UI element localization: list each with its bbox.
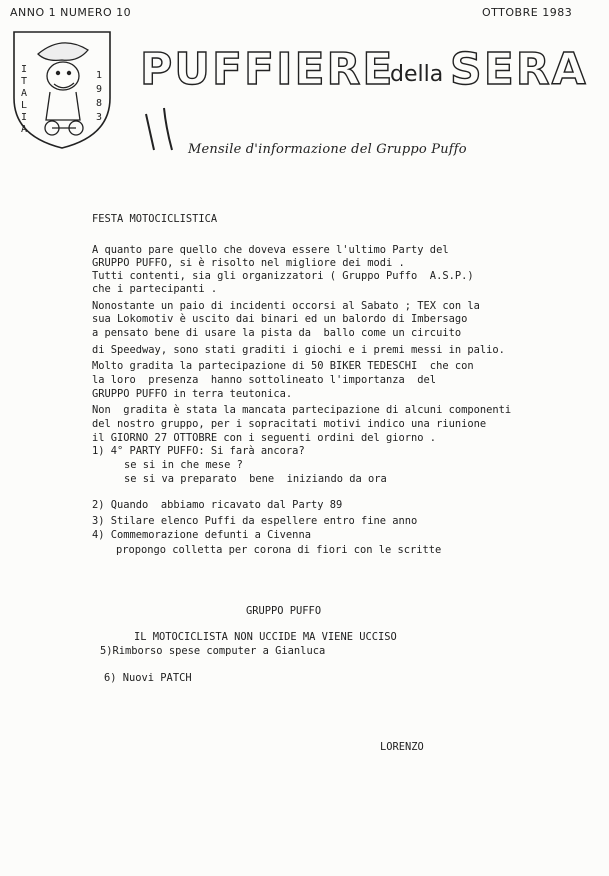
crest-letter: I	[21, 112, 28, 123]
article-line: a pensato bene di usare la pista da ballo come un circuito	[92, 327, 462, 339]
article-line: Nonostante un paio di incidenti occorsi al Sabato ; TEX con la	[92, 300, 480, 312]
crest-letter: T	[21, 76, 28, 87]
masthead-subtitle: Mensile d'informazione del Gruppo Puffo	[188, 142, 467, 157]
crest-letter: A	[21, 124, 28, 135]
motto: IL MOTOCICLISTA NON UCCIDE MA VIENE UCCISO	[134, 631, 397, 643]
smurf-crest-logo	[8, 28, 116, 150]
group-label: GRUPPO PUFFO	[246, 605, 322, 617]
issue-date: OTTOBRE 1983	[482, 6, 573, 19]
crest-year-digit: 8	[96, 98, 103, 109]
article-line: che i partecipanti .	[92, 283, 218, 295]
handwritten-mark	[142, 104, 184, 154]
agenda-item-1-sub: se si in che mese ?	[124, 459, 243, 471]
agenda-item-4-sub: propongo colletta per corona di fiori con le scritte	[116, 544, 442, 556]
crest-year-digit: 9	[96, 84, 103, 95]
article-line: la loro presenza hanno sottolineato l'importanza del	[92, 374, 437, 386]
article-line: Non gradita è stata la mancata partecipazione di alcuni componenti	[92, 404, 512, 416]
masthead-title-della: della	[390, 62, 444, 87]
agenda-item-4: 4) Commemorazione defunti a Civenna	[92, 529, 311, 541]
article-line: sua Lokomotiv è uscito dai binari ed un balordo di Imbersago	[92, 313, 468, 325]
agenda-item-3: 3) Stilare elenco Puffi da espellere entro fine anno	[92, 515, 418, 527]
masthead-title-end: SERA	[450, 44, 588, 95]
article-line: di Speedway, sono stati graditi i giochi e i premi messi in palio.	[92, 344, 505, 356]
agenda-item-2: 2) Quando abbiamo ricavato dal Party 89	[92, 499, 343, 511]
article-line: del nostro gruppo, per i sopracitati motivi indico una riunione	[92, 418, 487, 430]
masthead-title-main: PUFFIERE	[140, 44, 395, 95]
agenda-item-5: 5)Rimborso spese computer a Gianluca	[100, 645, 326, 657]
crest-letter: A	[21, 88, 28, 99]
agenda-item-1: 1) 4° PARTY PUFFO: Si farà ancora?	[92, 445, 305, 457]
article-line: il GIORNO 27 OTTOBRE con i seguenti ordini del giorno .	[92, 432, 437, 444]
article-line: Molto gradita la partecipazione di 50 BIKER TEDESCHI che con	[92, 360, 474, 372]
agenda-item-1-sub: se si va preparato bene iniziando da ora	[124, 473, 387, 485]
crest-letter: L	[21, 100, 28, 111]
crest-letter: I	[21, 64, 28, 75]
article-line: GRUPPO PUFFO, si è risolto nel migliore dei modi .	[92, 257, 405, 269]
crest-year-digit: 3	[96, 112, 103, 123]
agenda-item-6: 6) Nuovi PATCH	[104, 672, 192, 684]
crest-year-digit: 1	[96, 70, 103, 81]
article-line: GRUPPO PUFFO in terra teutonica.	[92, 388, 293, 400]
issue-number: ANNO 1 NUMERO 10	[10, 6, 132, 19]
article-line: A quanto pare quello che doveva essere l'ultimo Party del	[92, 244, 449, 256]
article-heading: FESTA MOTOCICLISTICA	[92, 213, 218, 225]
signature: LORENZO	[380, 741, 424, 753]
article-line: Tutti contenti, sia gli organizzatori ( Gruppo Puffo A.S.P.)	[92, 270, 474, 282]
